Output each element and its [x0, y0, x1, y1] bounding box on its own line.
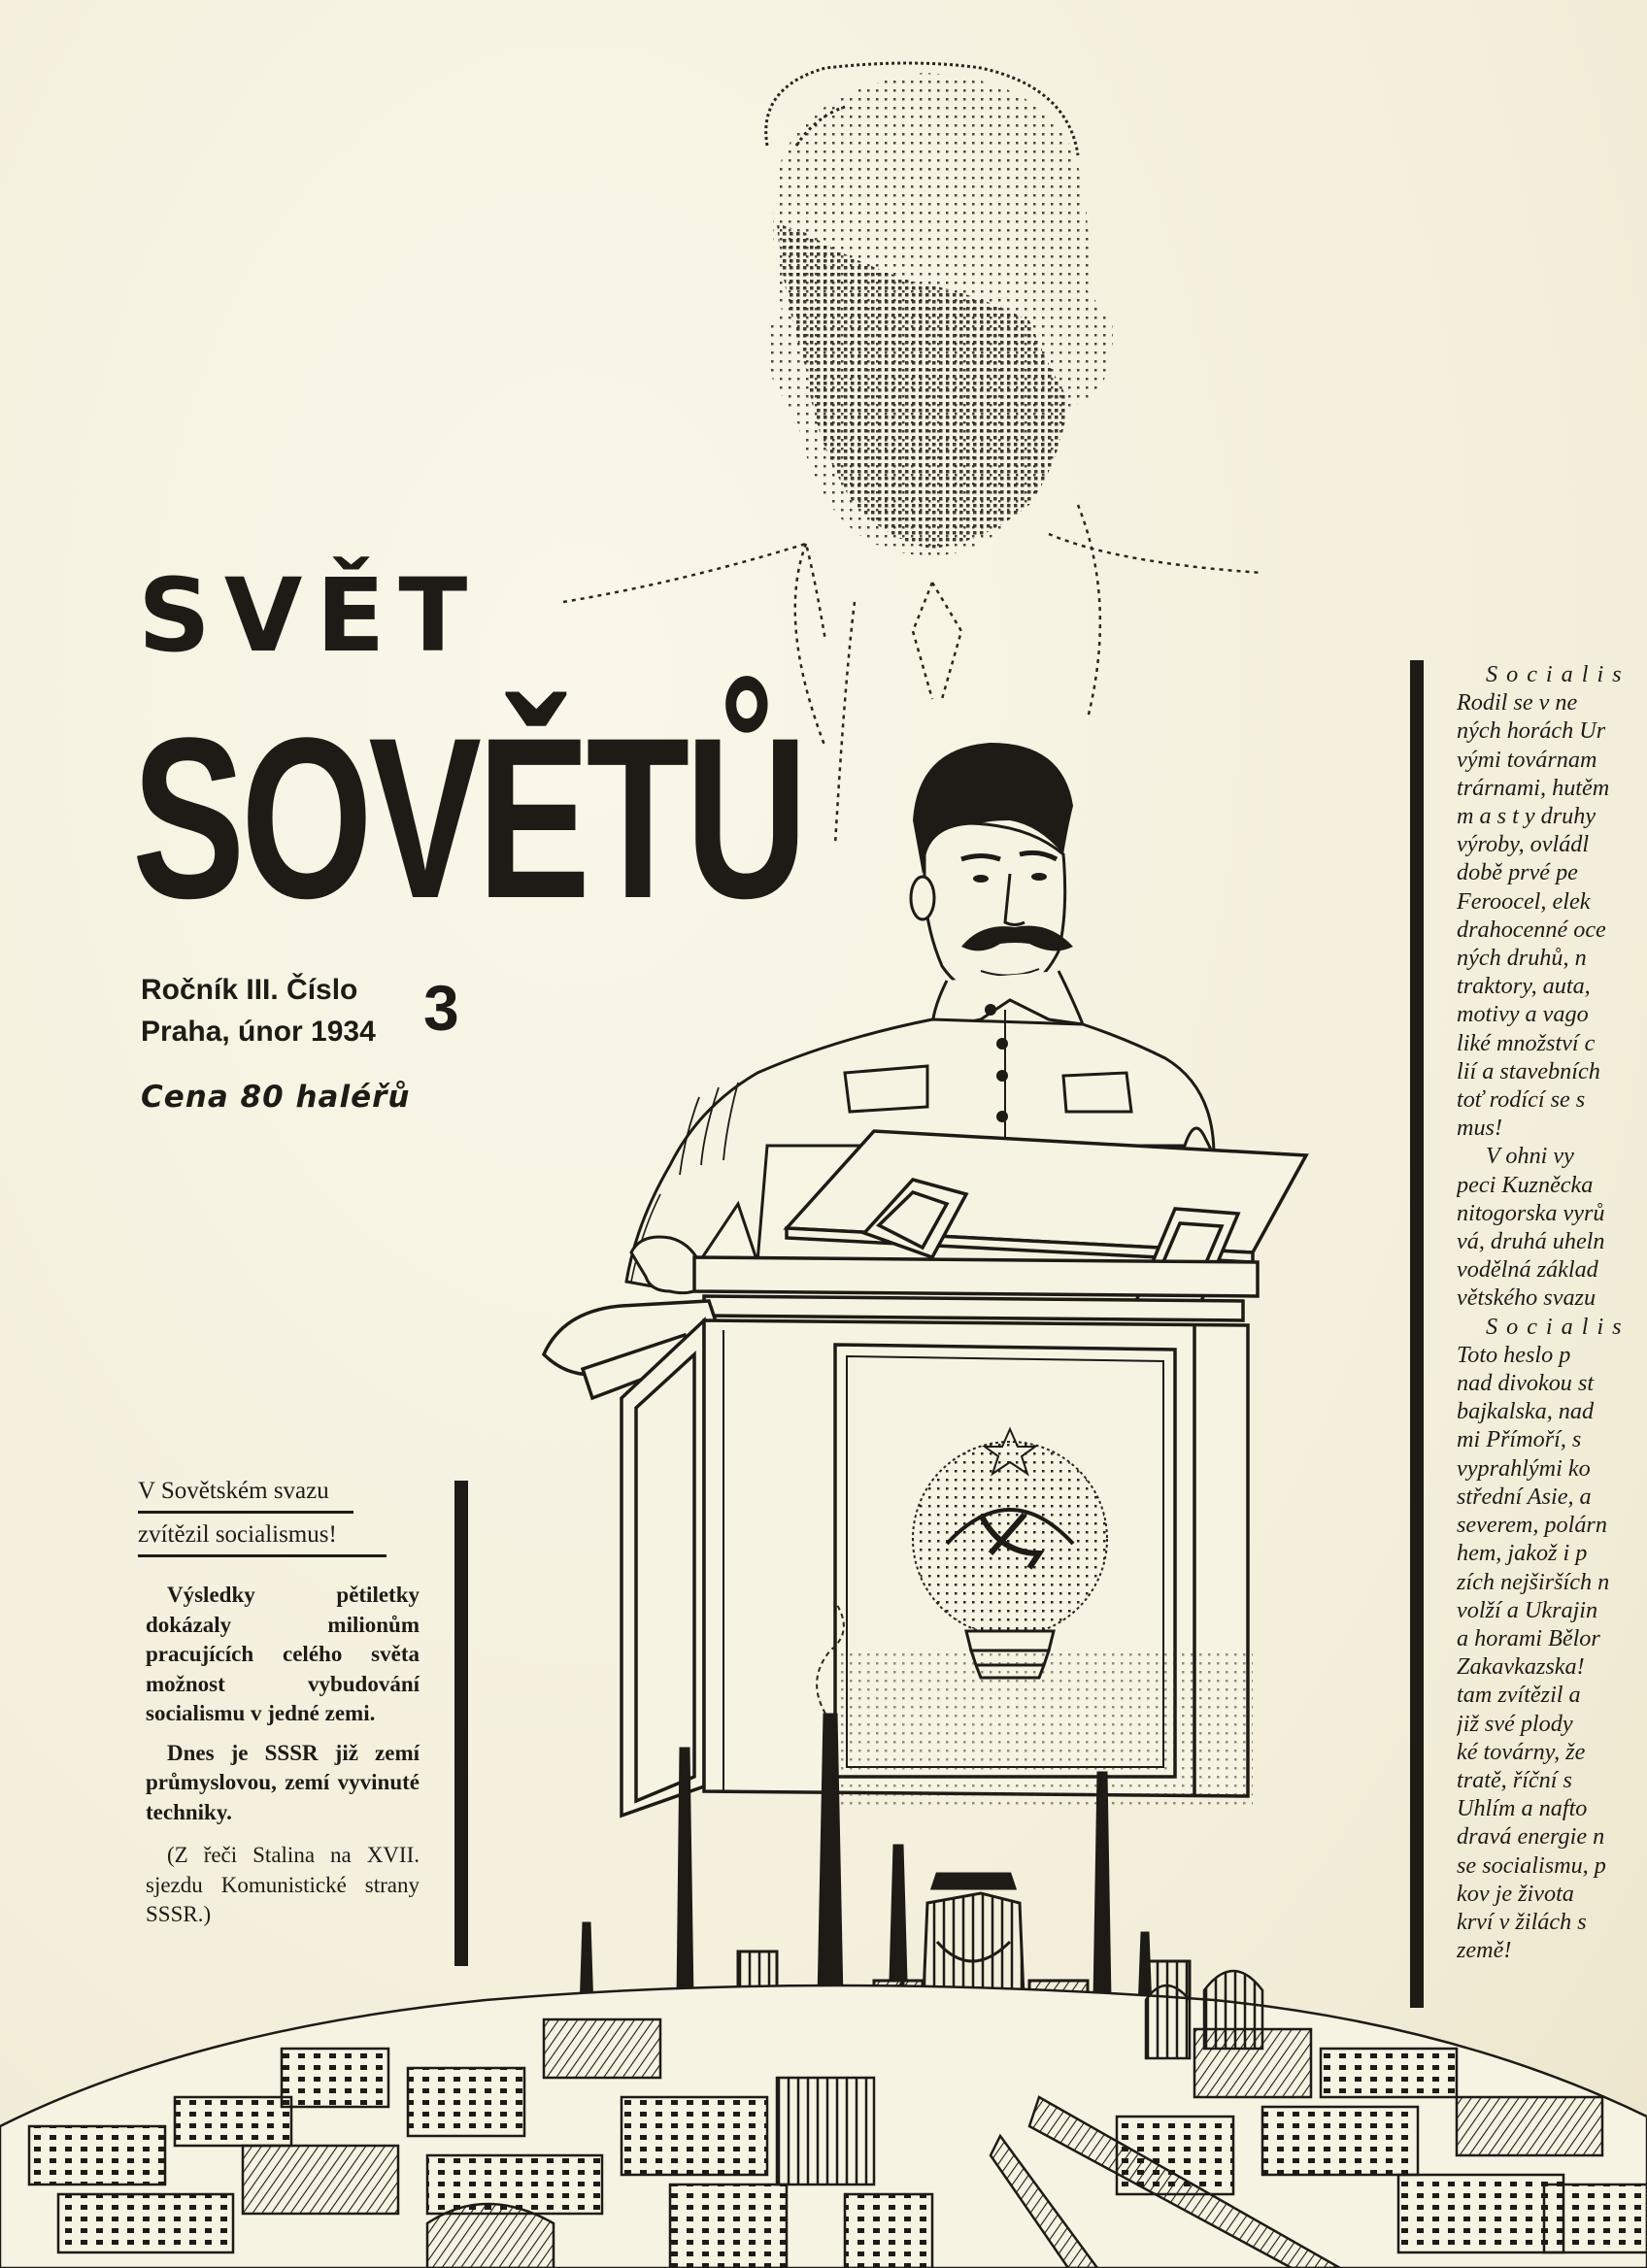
- right-column-line: tam zvítězil a: [1457, 1682, 1581, 1709]
- issue-price: Cena 80 haléřů: [141, 1080, 411, 1115]
- sidebar-heading-line-2: zvítězil socialismus!: [138, 1518, 387, 1557]
- right-column-line: vyprahlými ko: [1457, 1454, 1591, 1482]
- sidebar-body: [146, 1581, 420, 1940]
- right-column-line: motivy a vago: [1457, 1001, 1589, 1028]
- right-column-line: nad divokou st: [1457, 1370, 1595, 1397]
- right-column-line: drahocenné oce: [1457, 916, 1606, 943]
- right-column-line: nitogorska vyrů: [1457, 1199, 1605, 1226]
- right-column-line: Toto heslo p: [1457, 1341, 1571, 1368]
- right-column-line: trárnami, hutěm: [1457, 774, 1610, 801]
- masthead-line-1: SVĚT: [138, 556, 482, 675]
- right-column-line: Socialis: [1486, 1313, 1630, 1340]
- industrial-cityscape: [0, 1971, 1647, 2268]
- right-column-line: severem, polárn: [1457, 1512, 1607, 1539]
- masthead-line-2: SOVĚTŮ: [132, 690, 804, 947]
- right-column-line: zích nejširších n: [1457, 1568, 1610, 1595]
- issue-place-date: Praha, únor 1934: [141, 1016, 376, 1048]
- right-column-line: tratě, říční s: [1457, 1766, 1572, 1793]
- right-column-line: a horami Bělor: [1457, 1624, 1600, 1651]
- sidebar-rule: [454, 1481, 468, 1966]
- right-column-line: vými továrnam: [1457, 746, 1597, 773]
- right-column-line: Zakavkazska!: [1457, 1653, 1585, 1681]
- sidebar-heading: [138, 1474, 390, 1561]
- right-column-line: vá, druhá uheln: [1457, 1228, 1605, 1255]
- right-column-line: ké továrny, že: [1457, 1738, 1586, 1765]
- right-column-line: výroby, ovládl: [1457, 831, 1590, 858]
- right-column-line: volží a Ukrajin: [1457, 1596, 1598, 1623]
- right-column-line: se socialismu, p: [1457, 1851, 1606, 1879]
- right-column-rule: [1410, 660, 1424, 2008]
- right-column-line: bajkalska, nad: [1457, 1398, 1595, 1425]
- right-column-line: době prvé pe: [1457, 859, 1578, 886]
- right-column-line: větského svazu: [1457, 1284, 1597, 1312]
- sidebar-paragraph: Výsledky pětiletky dokázaly milionům pracujících celého světa možnost vybudování socialismu v jedné zemi.: [146, 1583, 420, 1725]
- right-column-line: vodělná základ: [1457, 1256, 1598, 1284]
- right-column-line: peci Kuzněcka: [1457, 1171, 1594, 1198]
- issue-volume: Ročník III. Číslo: [141, 974, 358, 1006]
- right-column-line: ných horách Ur: [1457, 717, 1606, 745]
- right-column-line: V ohni vy: [1486, 1143, 1574, 1170]
- right-column-line: dravá energie n: [1457, 1823, 1605, 1851]
- right-column-line: již své plody: [1457, 1710, 1573, 1737]
- right-column-line: krví v žilách s: [1457, 1908, 1587, 1935]
- sidebar-quote: (Z řeči Stalina na XVII. sjezdu Komunistické strany SSSR.): [146, 1843, 420, 1926]
- right-column-line: m a s t y druhy: [1457, 803, 1597, 830]
- right-column-line: liké množství c: [1457, 1029, 1596, 1056]
- right-column-text: [1457, 660, 1647, 2039]
- right-column-line: toť rodící se s: [1457, 1086, 1586, 1114]
- right-column-line: mi Přímoří, s: [1457, 1426, 1582, 1453]
- right-column-line: lií a stavebních: [1457, 1057, 1600, 1084]
- right-column-line: ných druhů, n: [1457, 945, 1587, 972]
- right-column-line: země!: [1457, 1937, 1512, 1964]
- right-column-line: Uhlím a nafto: [1457, 1795, 1588, 1822]
- right-column-line: kov je života: [1457, 1880, 1574, 1907]
- right-column-line: střední Asie, a: [1457, 1483, 1592, 1510]
- issue-number: 3: [423, 972, 459, 1044]
- right-column-line: hem, jakož i p: [1457, 1540, 1588, 1567]
- right-column-line: Rodil se v ne: [1457, 689, 1578, 717]
- right-column-line: mus!: [1457, 1115, 1503, 1142]
- right-column-line: traktory, auta,: [1457, 973, 1591, 1000]
- right-column-line: Socialis: [1486, 661, 1630, 687]
- sidebar-paragraph: Dnes je SSSR již zemí průmyslovou, zemí vyvinuté techniky.: [146, 1740, 420, 1824]
- sidebar-heading-line-1: V Sovětském svazu: [138, 1474, 353, 1514]
- right-column-line: Feroocel, elek: [1457, 887, 1591, 915]
